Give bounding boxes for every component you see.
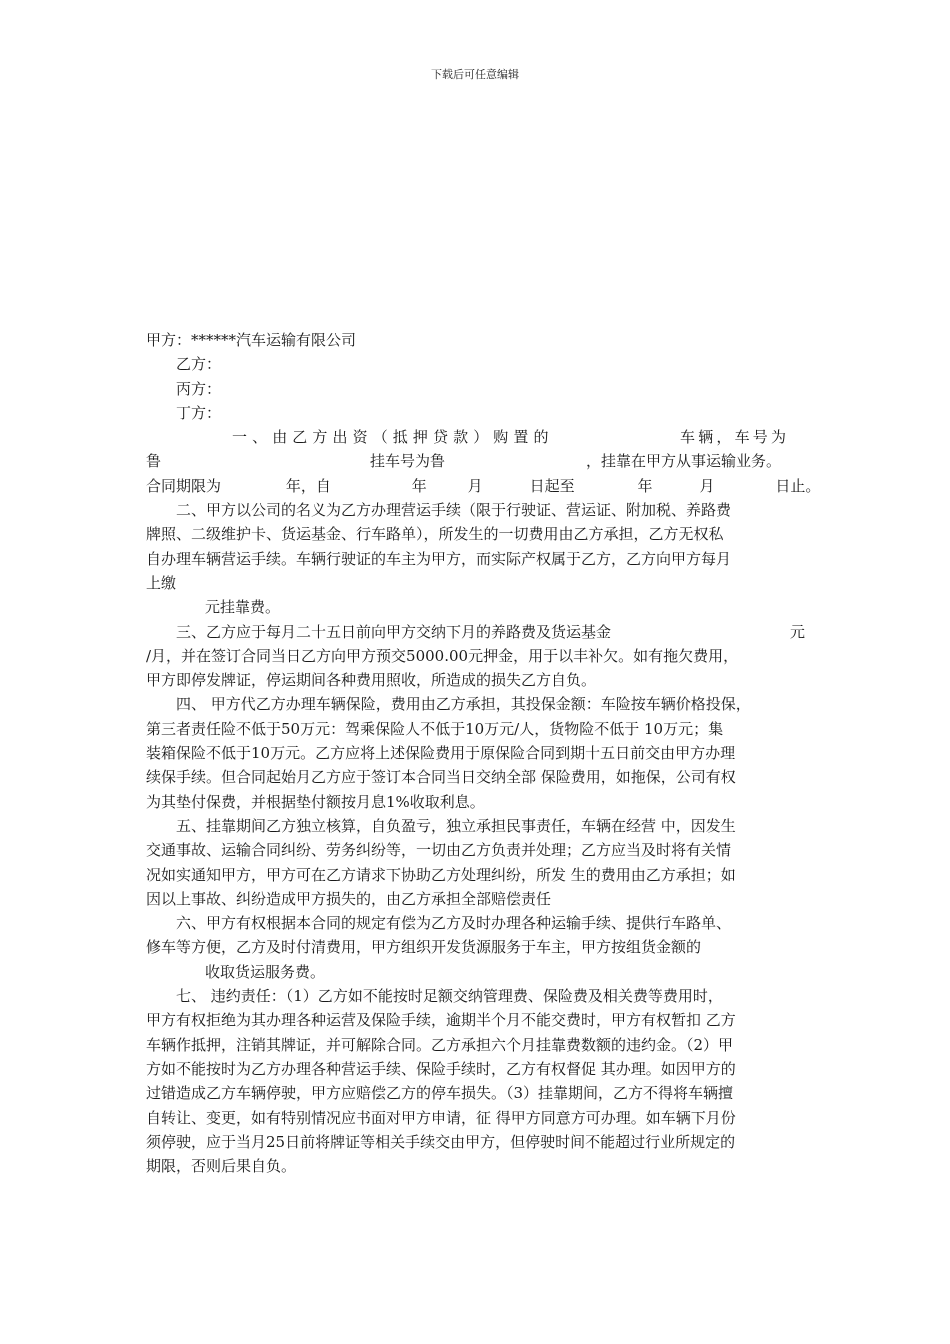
- clause-1-text: 一、由乙方出资（抵押贷款）购置的: [232, 428, 554, 447]
- clause-5-line: 因以上事故、纠纷造成甲方损失的，由乙方承担全部赔偿责任: [146, 889, 552, 908]
- clause-4-line: 装箱保险不低于10万元。乙方应将上述保险费用于原保险合同到期十五日前交由甲方办理: [146, 744, 736, 763]
- clause-1-line-2: [146, 449, 812, 473]
- clause-7-line: 甲方有权拒绝为其办理各种运营及保险手续，逾期半个月不能交费时，甲方有权暂扣 乙方: [146, 1011, 736, 1030]
- party-a: 甲方：******汽车运输有限公司: [146, 331, 357, 349]
- clause-1-text: ，挂靠在甲方从事运输业务。: [586, 452, 782, 471]
- term-label: 月: [699, 476, 715, 495]
- clause-1-line-1: [146, 425, 812, 449]
- clause-1-text: 鲁: [146, 452, 162, 471]
- clause-4-line: 第三者责任险不低于50万元：驾乘保险人不低于10万元/人，货物险不低于 10万元；集: [146, 719, 724, 738]
- term-label: 年，自: [285, 476, 331, 495]
- clause-4-line: 续保手续。但合同起始月乙方应于签订本合同当日交纳全部 保险费用，如拖保，公司有权: [146, 768, 736, 787]
- clause-7-line: 须停驶，应于当月25日前将牌证等相关手续交由甲方，但停驶时间不能超过行业所规定的: [146, 1132, 736, 1151]
- clause-6-line: 收取货运服务费。: [205, 962, 326, 981]
- clause-3-line: /月，并在签订合同当日乙方向甲方预交5000.00元押金，用于以丰补欠。如有拖欠费用，: [146, 646, 739, 665]
- clause-5-line: 五、挂靠期间乙方独立核算，自负盈亏，独立承担民事责任，车辆在经营 中，因发生: [176, 816, 736, 835]
- party-c: 丙方：: [176, 379, 222, 398]
- clause-7-line: 车辆作抵押，注销其牌证，并可解除合同。乙方承担六个月挂靠费数额的违约金。（2）甲: [146, 1035, 734, 1054]
- clause-2-line: 自办理车辆营运手续。车辆行驶证的车主为甲方，而实际产权属于乙方，乙方向甲方每月: [146, 549, 732, 568]
- contract-body: [146, 328, 821, 1178]
- clause-4-line: 四、 甲方代乙方办理车辆保险，费用由乙方承担，其投保金额：车险按车辆价格投保，: [176, 695, 751, 714]
- clause-5-line: 况如实通知甲方，甲方可在乙方请求下协助乙方处理纠纷，所发 生的费用由乙方承担；如: [146, 865, 736, 884]
- clause-3-line-1: [146, 620, 812, 644]
- clause-7-line: 方如不能按时为乙方办理各种营运手续、保险手续时，乙方有权督促 其办理。如因甲方的: [146, 1059, 736, 1078]
- clause-5-line: 交通事故、运输合同纠纷、劳务纠纷等，一切由乙方负责并处理；乙方应当及时将有关情: [146, 841, 732, 860]
- party-d: 丁方：: [176, 403, 222, 422]
- term-label: 年: [411, 476, 427, 495]
- clause-3-text: 元: [790, 622, 806, 641]
- clause-3-line: 甲方即停发牌证，停运期间各种费用照收，所造成的损失乙方自负。: [146, 671, 597, 690]
- clause-3-text: 三、乙方应于每月二十五日前向甲方交纳下月的养路费及货运基金: [176, 622, 612, 641]
- clause-2-line: 元挂靠费。: [205, 598, 281, 617]
- clause-7-line: 自转让、变更，如有特别情况应书面对甲方申请，征 得甲方同意方可办理。如车辆下月份: [146, 1108, 736, 1127]
- term-label: 日止。: [775, 476, 821, 495]
- clause-2-line: 二、甲方以公司的名义为乙方办理营运手续（限于行驶证、营运证、附加税、养路费: [176, 501, 732, 520]
- clause-1-text: 车辆，车号为: [680, 428, 790, 447]
- clause-7-line: 期限，否则后果自负。: [146, 1157, 297, 1176]
- page-header: 下载后可任意编辑: [431, 68, 519, 81]
- clause-2-line: 上缴: [146, 573, 177, 592]
- clause-4-line: 为其垫付保费，并根据垫付额按月息1%收取利息。: [146, 792, 485, 811]
- clause-2-line: 牌照、二级维护卡、货运基金、行车路单），所发生的一切费用由乙方承担，乙方无权私: [146, 525, 724, 544]
- clause-6-line: 修车等方便，乙方及时付清费用，甲方组织开发货源服务于车主，甲方按组货金额的: [146, 938, 702, 957]
- clause-1-text: 挂车号为鲁: [370, 452, 446, 471]
- term-label: 日起至: [529, 476, 575, 495]
- clause-7-line: 过错造成乙方车辆停驶，甲方应赔偿乙方的停车损失。（3）挂靠期间，乙方不得将车辆擅: [146, 1084, 734, 1103]
- clause-7-line: 七、 违约责任：（1）乙方如不能按时足额交纳管理费、保险费及相关费等费用时，: [176, 987, 723, 1006]
- term-label: 月: [467, 476, 483, 495]
- party-b: 乙方：: [176, 355, 222, 374]
- term-label: 合同期限为: [146, 476, 221, 495]
- clause-6-line: 六、甲方有权根据本合同的规定有偿为乙方及时办理各种运输手续、提供行车路单、: [176, 914, 732, 933]
- term-label: 年: [637, 476, 653, 495]
- clause-1-line-3: [146, 474, 821, 498]
